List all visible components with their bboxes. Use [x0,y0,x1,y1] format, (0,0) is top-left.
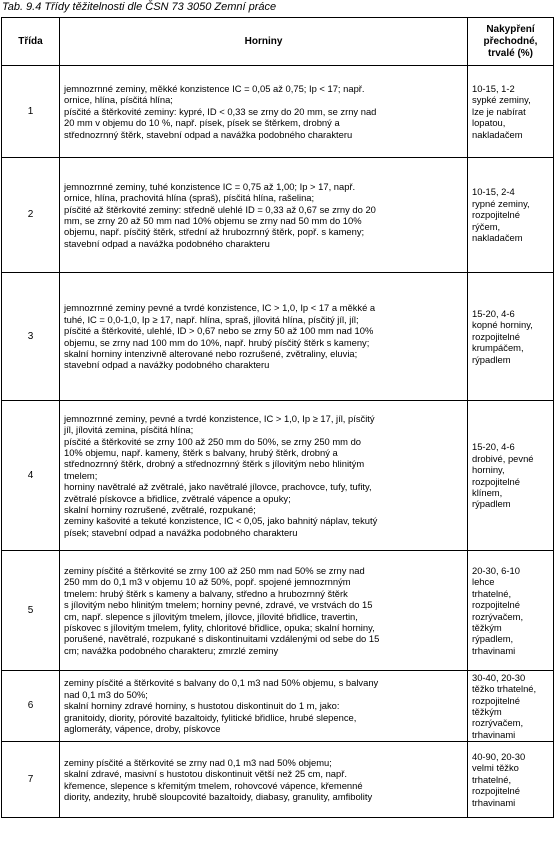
description-line: křemence, slepence s křemitým tmelem, rohovcové vápence, křemenné [64,779,363,791]
loosening-line: 30-40, 20-30 [472,671,526,683]
description-line: písčité a štěrkovité, ulehlé, ID > 0,67 nebo se zrny 50 až 100 mm nad 10% [64,325,374,337]
loosening-line: rozpojitelné [472,330,520,342]
loosening-line: klínem, [472,486,503,498]
table-row [2,742,554,818]
description-line: střednozrnný štěrk, drobný a střednozrnný štěrk s jílovitým nebo hlinitým [64,458,365,470]
description-line: horniny navětralé až zvětralé, jako navětralé jílovce, prachovce, tufy, tufity, [64,481,372,493]
loosening-line: 20-30, 6-10 [472,564,520,576]
description-line: písčité a štěrkovité se zrny 100 až 250 mm do 50%, se zrny 250 mm do [64,435,362,447]
loosening-line: rozpojitelné [472,475,520,487]
loosening-line: 15-20, 4-6 [472,441,515,453]
class-number: 1 [2,66,60,158]
loosening-line: těžkým [472,621,502,633]
description-line: nad 0,1 m3 do 50%; [64,688,148,700]
description-line: mm, se zrny 20 až 50 mm nad 10% objemu se zrny nad 50 mm do 10% [64,215,362,226]
loosening-info [468,66,554,158]
loosening-line: rýpadlem [472,498,511,510]
loosening-line: trhavinami [472,644,516,656]
loosening-line: těžko trhatelné, [472,683,537,695]
class-number: 7 [2,742,60,818]
description-line: jemnozrnné zeminy, měkké konzistence IC = 0,05 až 0,75; Ip < 17; např. [64,82,365,94]
description-line: písčité a štěrkovité zeminy: kypré, ID < 0,33 se zrny do 20 mm, se zrny nad [64,105,377,117]
header-nakypreni [468,18,554,66]
table-caption: Tab. 9.4 Třídy těžitelnosti dle ČSN 73 3050 Zemní práce [2,1,277,13]
loosening-line: rýpadlem [472,353,511,365]
loosening-line: 15-20, 4-6 [472,307,515,319]
description-line: stavební odpad a navážky podobného charakteru [64,359,270,371]
header-horniny: Horniny [60,18,468,66]
description-line: skalní horniny zdravé horniny, s hustotou diskontinuit do 1 m, jako: [64,700,340,712]
loosening-line: lehce [472,576,495,588]
loosening-info [468,273,554,401]
loosening-line: rypné zeminy, [472,197,530,209]
class-number: 3 [2,273,60,401]
loosening-line: rozrývačem, [472,610,524,622]
table-row [2,671,554,742]
description-line: písek; stavební odpad a navážka podobného charakteru [64,526,298,538]
loosening-line: sypké zeminy, [472,94,531,106]
loosening-line: těžkým [472,706,502,717]
description-line: objemu, se zrny nad 100 mm do 10%, např. hrubý písčitý štěrk s kameny; [64,336,370,348]
loosening-line: nakladačem [472,232,523,244]
loosening-line: trhatelné, [472,773,512,785]
loosening-line: 10-15, 2-4 [472,186,515,198]
loosening-info [468,401,554,551]
rock-description [60,66,468,158]
description-line: pískovec s jílovitým tmelem, fylity, chloritové břidlice, opuka; skalní horniny, [64,621,375,633]
description-line: skalní horniny rozrušené, zvětralé, rozpukané; [64,504,256,516]
loosening-line: trhavinami [472,728,516,740]
header-nakypreni-line: přechodné, [483,35,538,47]
loosening-line: rozpojitelné [472,599,520,611]
description-line: 10% objemu, např. kameny, štěrk s balvany, hrubý štěrk, drobný a [64,446,338,458]
class-number: 6 [2,671,60,742]
loosening-info [468,158,554,273]
description-line: jemnozrnné zeminy, tuhé konzistence IC = 0,75 až 1,00; Ip > 17, např. [64,180,356,192]
loosening-line: rýčem, [472,220,501,232]
class-number: 5 [2,551,60,671]
description-line: stavební odpad a navážka podobného charakteru [64,237,270,249]
description-line: tmelem: hrubý štěrk s kameny a balvany, středno a hrubozrnný štěrk [64,587,348,599]
description-line: zeminy písčité a štěrkovité s balvany do 0,1 m3 nad 50% objemu, s balvany [64,677,379,689]
rock-description [60,273,468,401]
loosening-line: rozpojitelné [472,694,520,706]
loosening-line: velmi těžko [472,762,519,774]
header-nakypreni-line: trvalé (%) [487,47,533,59]
loosening-line: lopatou, [472,117,506,129]
table-row [2,551,554,671]
description-line: ornice, hlína, písčitá hlína; [64,94,173,106]
description-line: tuhé, IC = 0,0-1,0, Ip ≥ 17, např. hlína, spraš, jílovitá hlína, písčitý jíl, jíl; [64,313,359,325]
description-line: cm, např. slepence s jílovitým tmelem, jílovce, jílovité břidlice, travertin, [64,610,358,622]
description-line: s jílovitým nebo hlinitým tmelem; horniny pevné, zdravé, ve vrstvách do 15 [64,599,373,611]
table-row [2,273,554,401]
description-line: zeminy písčité a štěrkovité se zrny nad 0,1 m3 nad 50% objemu; [64,756,332,768]
description-line: granitoidy, diority, pórovité bazaltoidy, fylitické břidlice, hrubé slepence, [64,711,357,723]
description-line: objemu, např. písčitý štěrk, střední až hrubozrnný štěrk, popř. s kameny; [64,226,365,238]
loosening-line: 40-90, 20-30 [472,750,526,762]
description-line: diority, andezity, hrubě sloupcovité bazaltoidy, diabasy, granulity, amfibolity [64,790,373,802]
description-line: aglomeráty, vápence, droby, pískovce [64,723,221,735]
loosening-info [468,742,554,818]
description-line: písčité až štěrkovité zeminy: středně ulehlé ID = 0,33 až 0,67 se zrny do 20 [64,203,376,215]
description-line: ornice, hlína, prachovitá hlína (spraš), písčitá hlína, rašelina; [64,192,315,204]
loosening-line: rozpojitelné [472,209,520,221]
loosening-line: rýpadlem, [472,633,514,645]
excavation-classes-table [1,17,554,818]
rock-description [60,158,468,273]
rock-description [60,671,468,742]
class-number: 2 [2,158,60,273]
table-row [2,401,554,551]
loosening-line: horniny, [472,464,505,476]
class-number: 4 [2,401,60,551]
description-line: skalní zdravé, masivní s hustotou diskontinuit větší než 25 cm, např. [64,768,347,780]
rock-description [60,551,468,671]
loosening-line: drobivé, pevné [472,452,534,464]
description-line: tmelem; [64,469,98,481]
loosening-info [468,551,554,671]
table-row [2,158,554,273]
description-line: zeminy kašovité a tekuté konzistence, IC < 0,05, jako bahnitý náplav, tekutý [64,515,378,527]
description-line: 20 mm v objemu do 10 %, např. písek, písek se štěrkem, drobný a [64,117,340,129]
rock-description [60,401,468,551]
loosening-line: lze je nabírat [472,105,526,117]
header-nakypreni-line: Nakypření [486,23,535,35]
description-line: jemnozrnné zeminy pevné a tvrdé konzistence, IC > 1,0, Ip < 17 a měkké a [64,302,376,314]
rock-description [60,742,468,818]
description-line: střednozrnný štěrk, stavební odpad a navážka podobného charakteru [64,128,353,140]
header-row [2,18,554,66]
description-line: zeminy písčité a štěrkovité se zrny 100 až 250 mm nad 50% se zrny nad [64,564,365,576]
loosening-line: nakladačem [472,128,523,140]
description-line: zvětralé pískovce a břidlice, zvětralé vápence a opuky; [64,492,291,504]
description-line: skalní horniny intenzivně alterované nebo rozrušené, zvětraliny, eluvia; [64,347,358,359]
loosening-line: 10-15, 1-2 [472,82,515,94]
description-line: porušené, navětralé, rozpukané s diskontinuitami vzdálenými od sebe do 15 [64,633,380,645]
description-line: 250 mm do 0,1 m3 v objemu 10 až 50%, popř. spojené jemnozrnným [64,576,351,588]
loosening-line: rozrývačem, [472,717,524,729]
loosening-line: kopné horniny, [472,319,533,331]
loosening-info [468,671,554,742]
loosening-line: rozpojitelné [472,785,520,797]
loosening-line: krumpáčem, [472,342,524,354]
header-trida: Třída [2,18,60,66]
table-row [2,66,554,158]
loosening-line: trhatelné, [472,587,512,599]
description-line: cm; navážka podobného charakteru; zmrzlé zeminy [64,644,279,656]
loosening-line: trhavinami [472,796,516,808]
description-line: jíl, jílovitá zemina, písčitá hlína; [64,424,194,436]
description-line: jemnozrnné zeminy, pevné a tvrdé konzistence, IC > 1,0, Ip ≥ 17, jíl, písčitý [64,412,375,424]
